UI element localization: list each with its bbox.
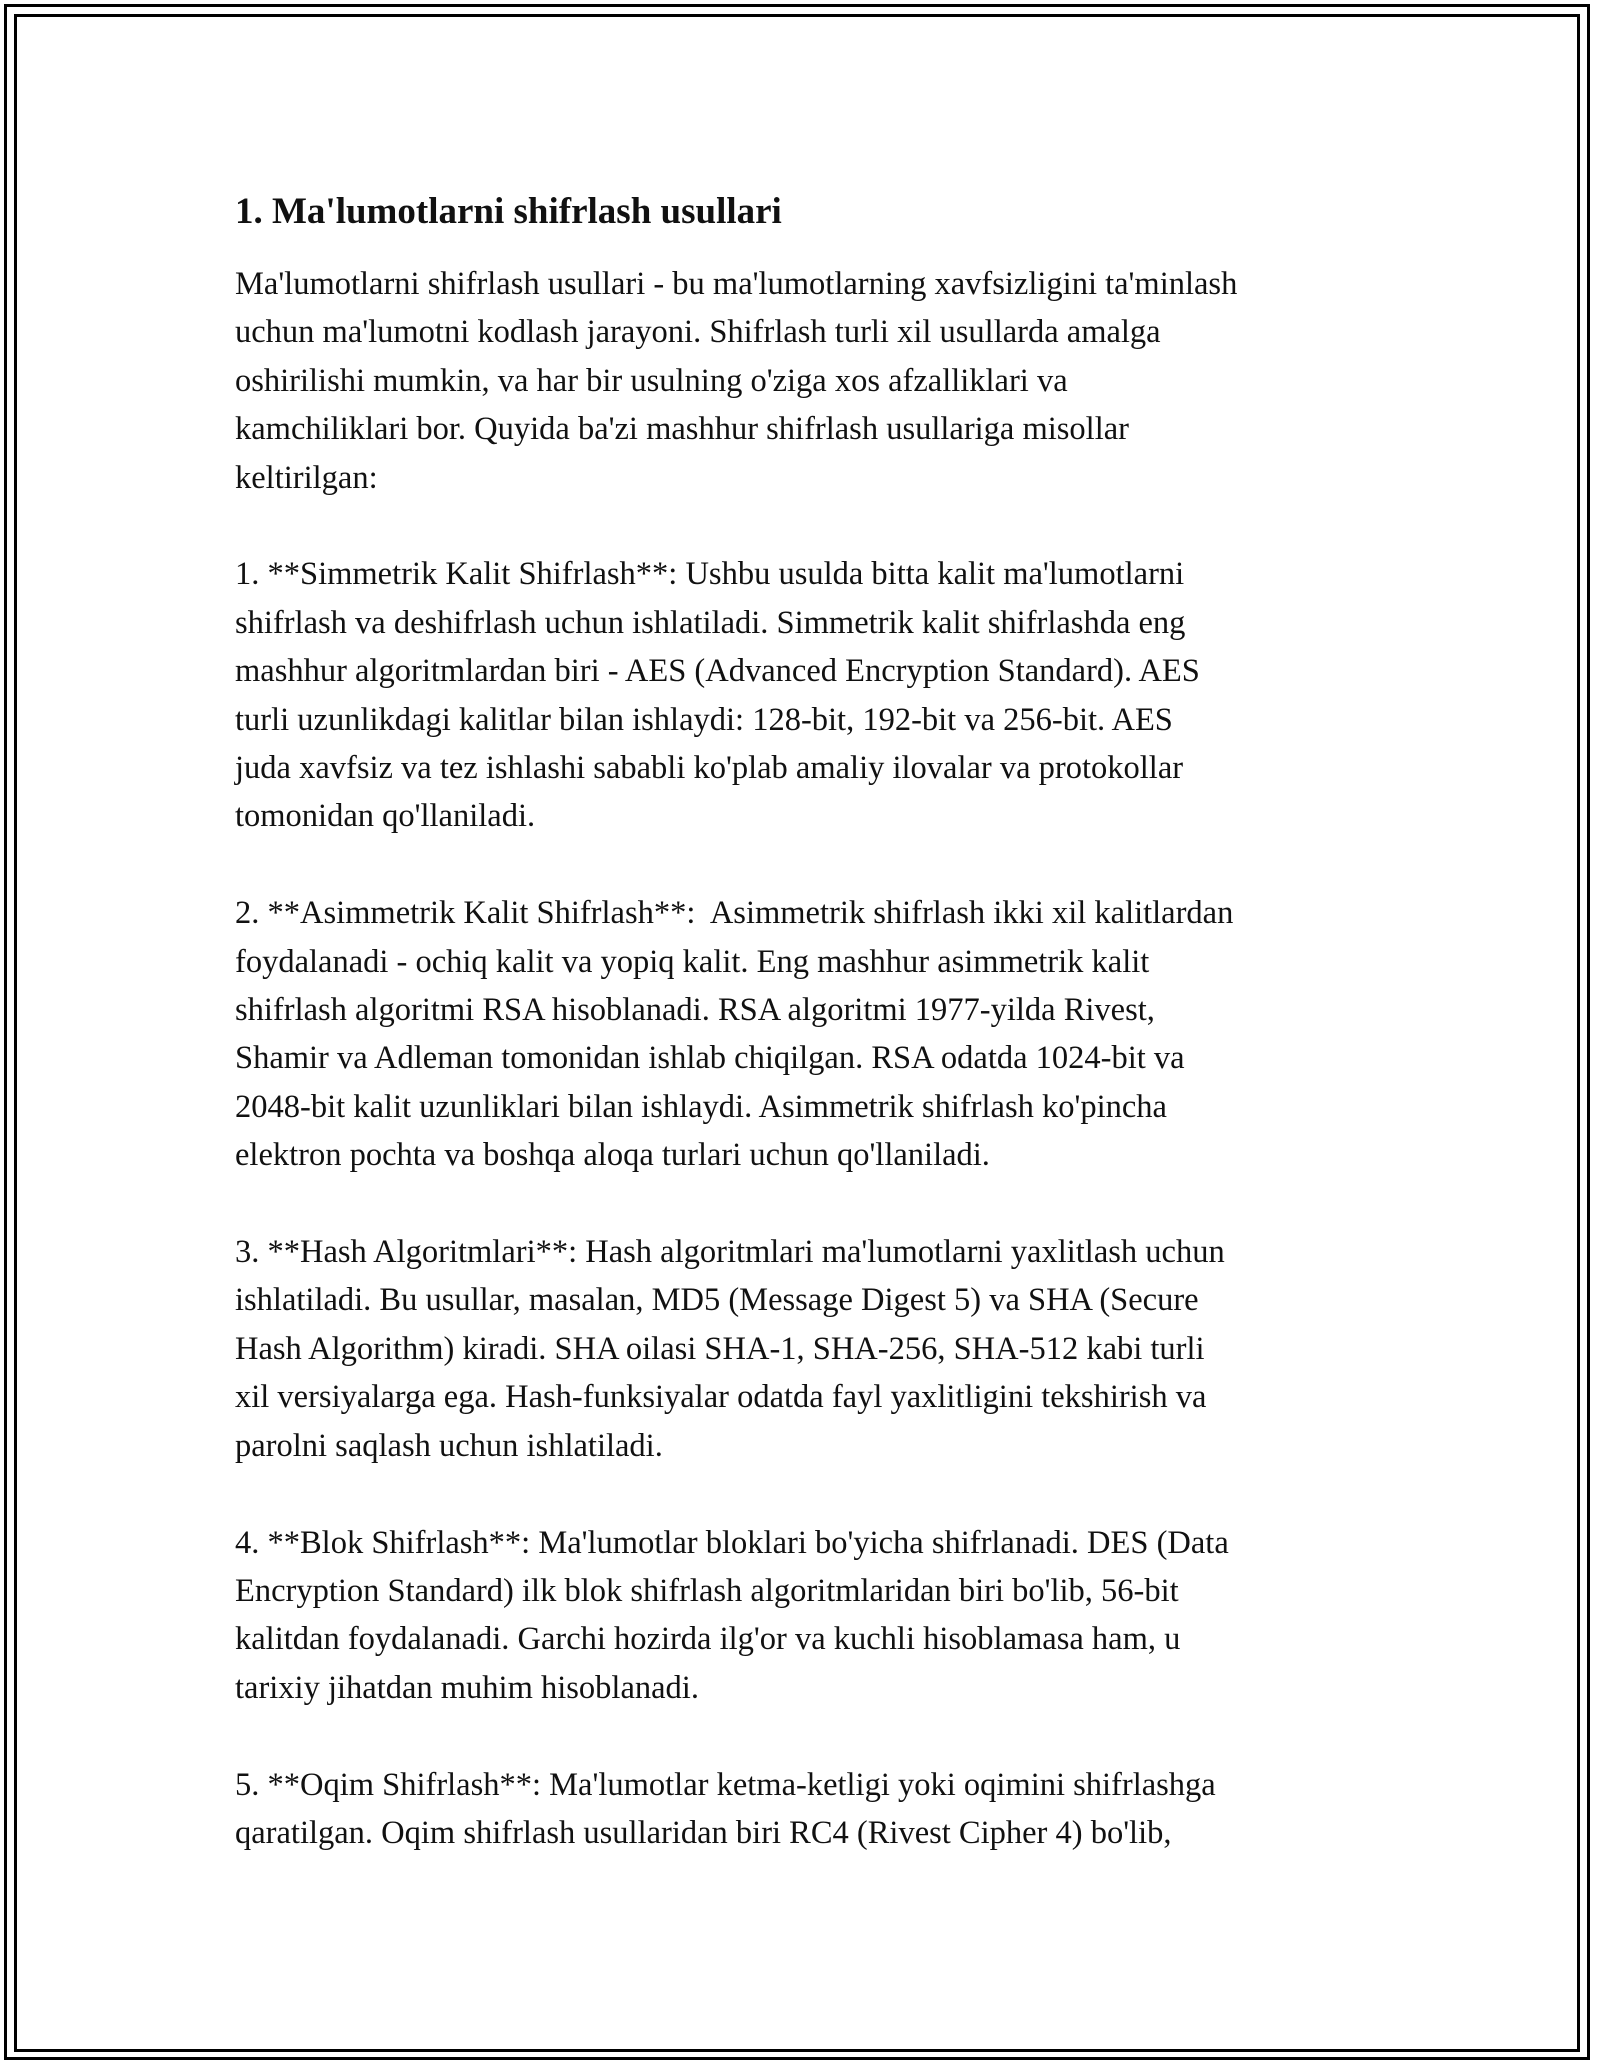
list-item-stream: 5. **Oqim Shifrlash**: Ma'lumotlar ketma-ketligi yoki oqimini shifrlashga qaratilgan. Oqim shifrlash usullaridan biri RC4 (Rivest Cipher 4) bo'lib, [235, 1766, 1216, 1851]
list-item-symmetric: 1. **Simmetrik Kalit Shifrlash**: Ushbu usulda bitta kalit ma'lumotlarni shifrlash va deshifrlash uchun ishlatiladi. Simmetrik kalit shifrlashda eng mashhur algoritmlardan biri - AES (Advanced Encryption Standard). AES turli uzunlikdagi kalitlar bilan ishlaydi: 128-bit, 192-bit va 256-bit. AES juda xavfsiz va tez ishlashi sababli ko'plab amaliy ilovalar va protokollar tomonidan qo'llaniladi. [235, 556, 1200, 835]
page-title: 1. Ma'lumotlarni shifrlash usullari [235, 191, 782, 232]
list-item-hash: 3. **Hash Algoritmlari**: Hash algoritmlari ma'lumotlarni yaxlitlash uchun ishlatiladi. Bu usullar, masalan, MD5 (Message Digest 5) va SHA (Secure Hash Algorithm) kiradi. SHA oilasi SHA-1, SHA-256, SHA-512 kabi turli xil versiyalarga ega. Hash-funksiyalar odatda fayl yaxlitligini tekshirish va parolni saqlash uchun ishlatiladi. [235, 1234, 1225, 1464]
document-body [235, 188, 1375, 1906]
intro-paragraph: Ma'lumotlarni shifrlash usullari - bu ma'lumotlarning xavfsizligini ta'minlash uchun ma'lumotni kodlash jarayoni. Shifrlash turli xil usullarda amalga oshirilishi mumkin, va har bir usulning o'ziga xos afzalliklari va kamchiliklari bor. Quyida ba'zi mashhur shifrlash usullariga misollar keltirilgan: [235, 266, 1238, 496]
list-item-asymmetric: 2. **Asimmetrik Kalit Shifrlash**: Asimmetrik shifrlash ikki xil kalitlardan foydalanadi - ochiq kalit va yopiq kalit. Eng mashhur asimmetrik kalit shifrlash algoritmi RSA hisoblanadi. RSA algoritmi 1977-yilda Rivest, Shamir va Adleman tomonidan ishlab chiqilgan. RSA odatda 1024-bit va 2048-bit kalit uzunliklari bilan ishlaydi. Asimmetrik shifrlash ko'pincha elektron pochta va boshqa aloqa turlari uchun qo'llaniladi. [235, 895, 1234, 1174]
list-item-block: 4. **Blok Shifrlash**: Ma'lumotlar bloklari bo'yicha shifrlanadi. DES (Data Encryption Standard) ilk blok shifrlash algoritmlaridan biri bo'lib, 56-bit kalitdan foydalanadi. Garchi hozirda ilg'or va kuchli hisoblamasa ham, u tarixiy jihatdan muhim hisoblanadi. [235, 1524, 1229, 1706]
